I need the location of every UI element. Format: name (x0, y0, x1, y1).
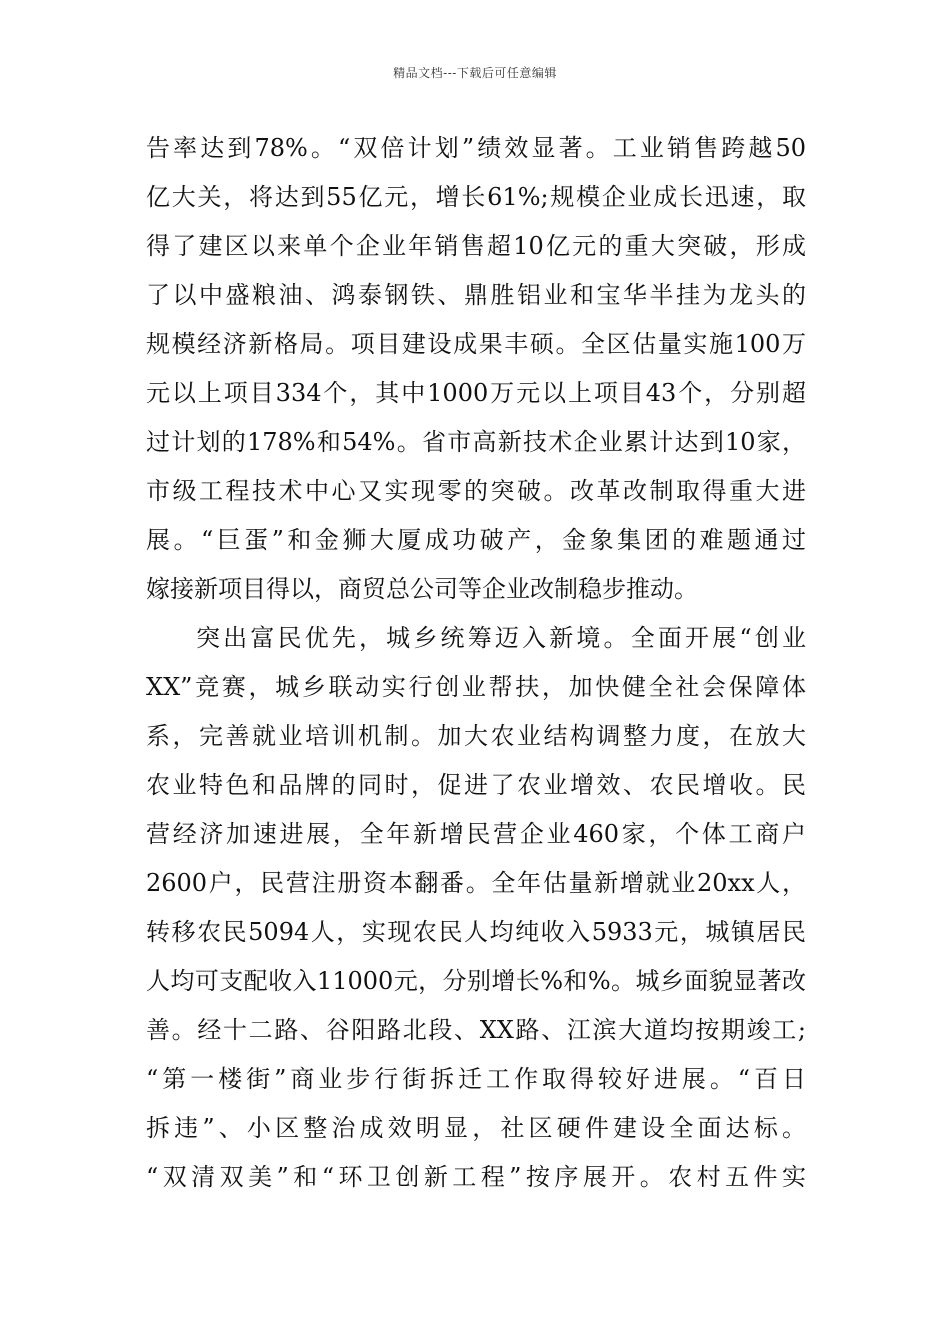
text-line: 农业特色和品牌的同时，促进了农业增效、农民增收。民 (146, 771, 806, 799)
text-line: 人均可支配收入11000元，分别增长%和%。城乡面貌显著改 (146, 967, 806, 995)
text-line: 2600户，民营注册资本翻番。全年估量新增就业20xx人， (146, 869, 806, 897)
text-line: 市级工程技术中心又实现零的突破。改革改制取得重大进 (146, 477, 806, 505)
text-line: 亿大关，将达到55亿元，增长61%;规模企业成长迅速，取 (146, 183, 806, 211)
text-line: “双清双美”和“环卫创新工程”按序展开。农村五件实 (146, 1163, 806, 1191)
document-body (146, 124, 806, 1202)
paragraph-start-line: 突出富民优先，城乡统筹迈入新境。全面开展“创业 (196, 624, 806, 652)
text-line: 营经济加速进展，全年新增民营企业460家，个体工商户 (146, 820, 806, 848)
text-line: 告率达到78%。“双倍计划”绩效显著。工业销售跨越50 (146, 134, 806, 162)
page-header: 精品文档---下载后可任意编辑 (393, 66, 557, 80)
text-line: XX”竞赛，城乡联动实行创业帮扶，加快健全社会保障体 (146, 673, 806, 701)
text-line: 得了建区以来单个企业年销售超10亿元的重大突破，形成 (146, 232, 806, 260)
text-line: 了以中盛粮油、鸿泰钢铁、鼎胜铝业和宝华半挂为龙头的 (146, 281, 806, 309)
text-line: 拆违”、小区整治成效明显，社区硬件建设全面达标。 (146, 1114, 806, 1142)
text-line: “第一楼街”商业步行街拆迁工作取得较好进展。“百日 (146, 1065, 806, 1093)
text-line: 规模经济新格局。项目建设成果丰硕。全区估量实施100万 (146, 330, 806, 358)
text-line: 转移农民5094人，实现农民人均纯收入5933元，城镇居民 (146, 918, 806, 946)
text-line: 善。经十二路、谷阳路北段、XX路、江滨大道均按期竣工; (146, 1016, 806, 1044)
text-line: 展。“巨蛋”和金狮大厦成功破产，金象集团的难题通过 (146, 526, 806, 554)
text-line: 系，完善就业培训机制。加大农业结构调整力度，在放大 (146, 722, 806, 750)
paragraph-end-line: 嫁接新项目得以，商贸总公司等企业改制稳步推动。 (146, 575, 698, 603)
text-line: 过计划的178%和54%。省市高新技术企业累计达到10家， (146, 428, 806, 456)
text-line: 元以上项目334个，其中1000万元以上项目43个，分别超 (146, 379, 806, 407)
